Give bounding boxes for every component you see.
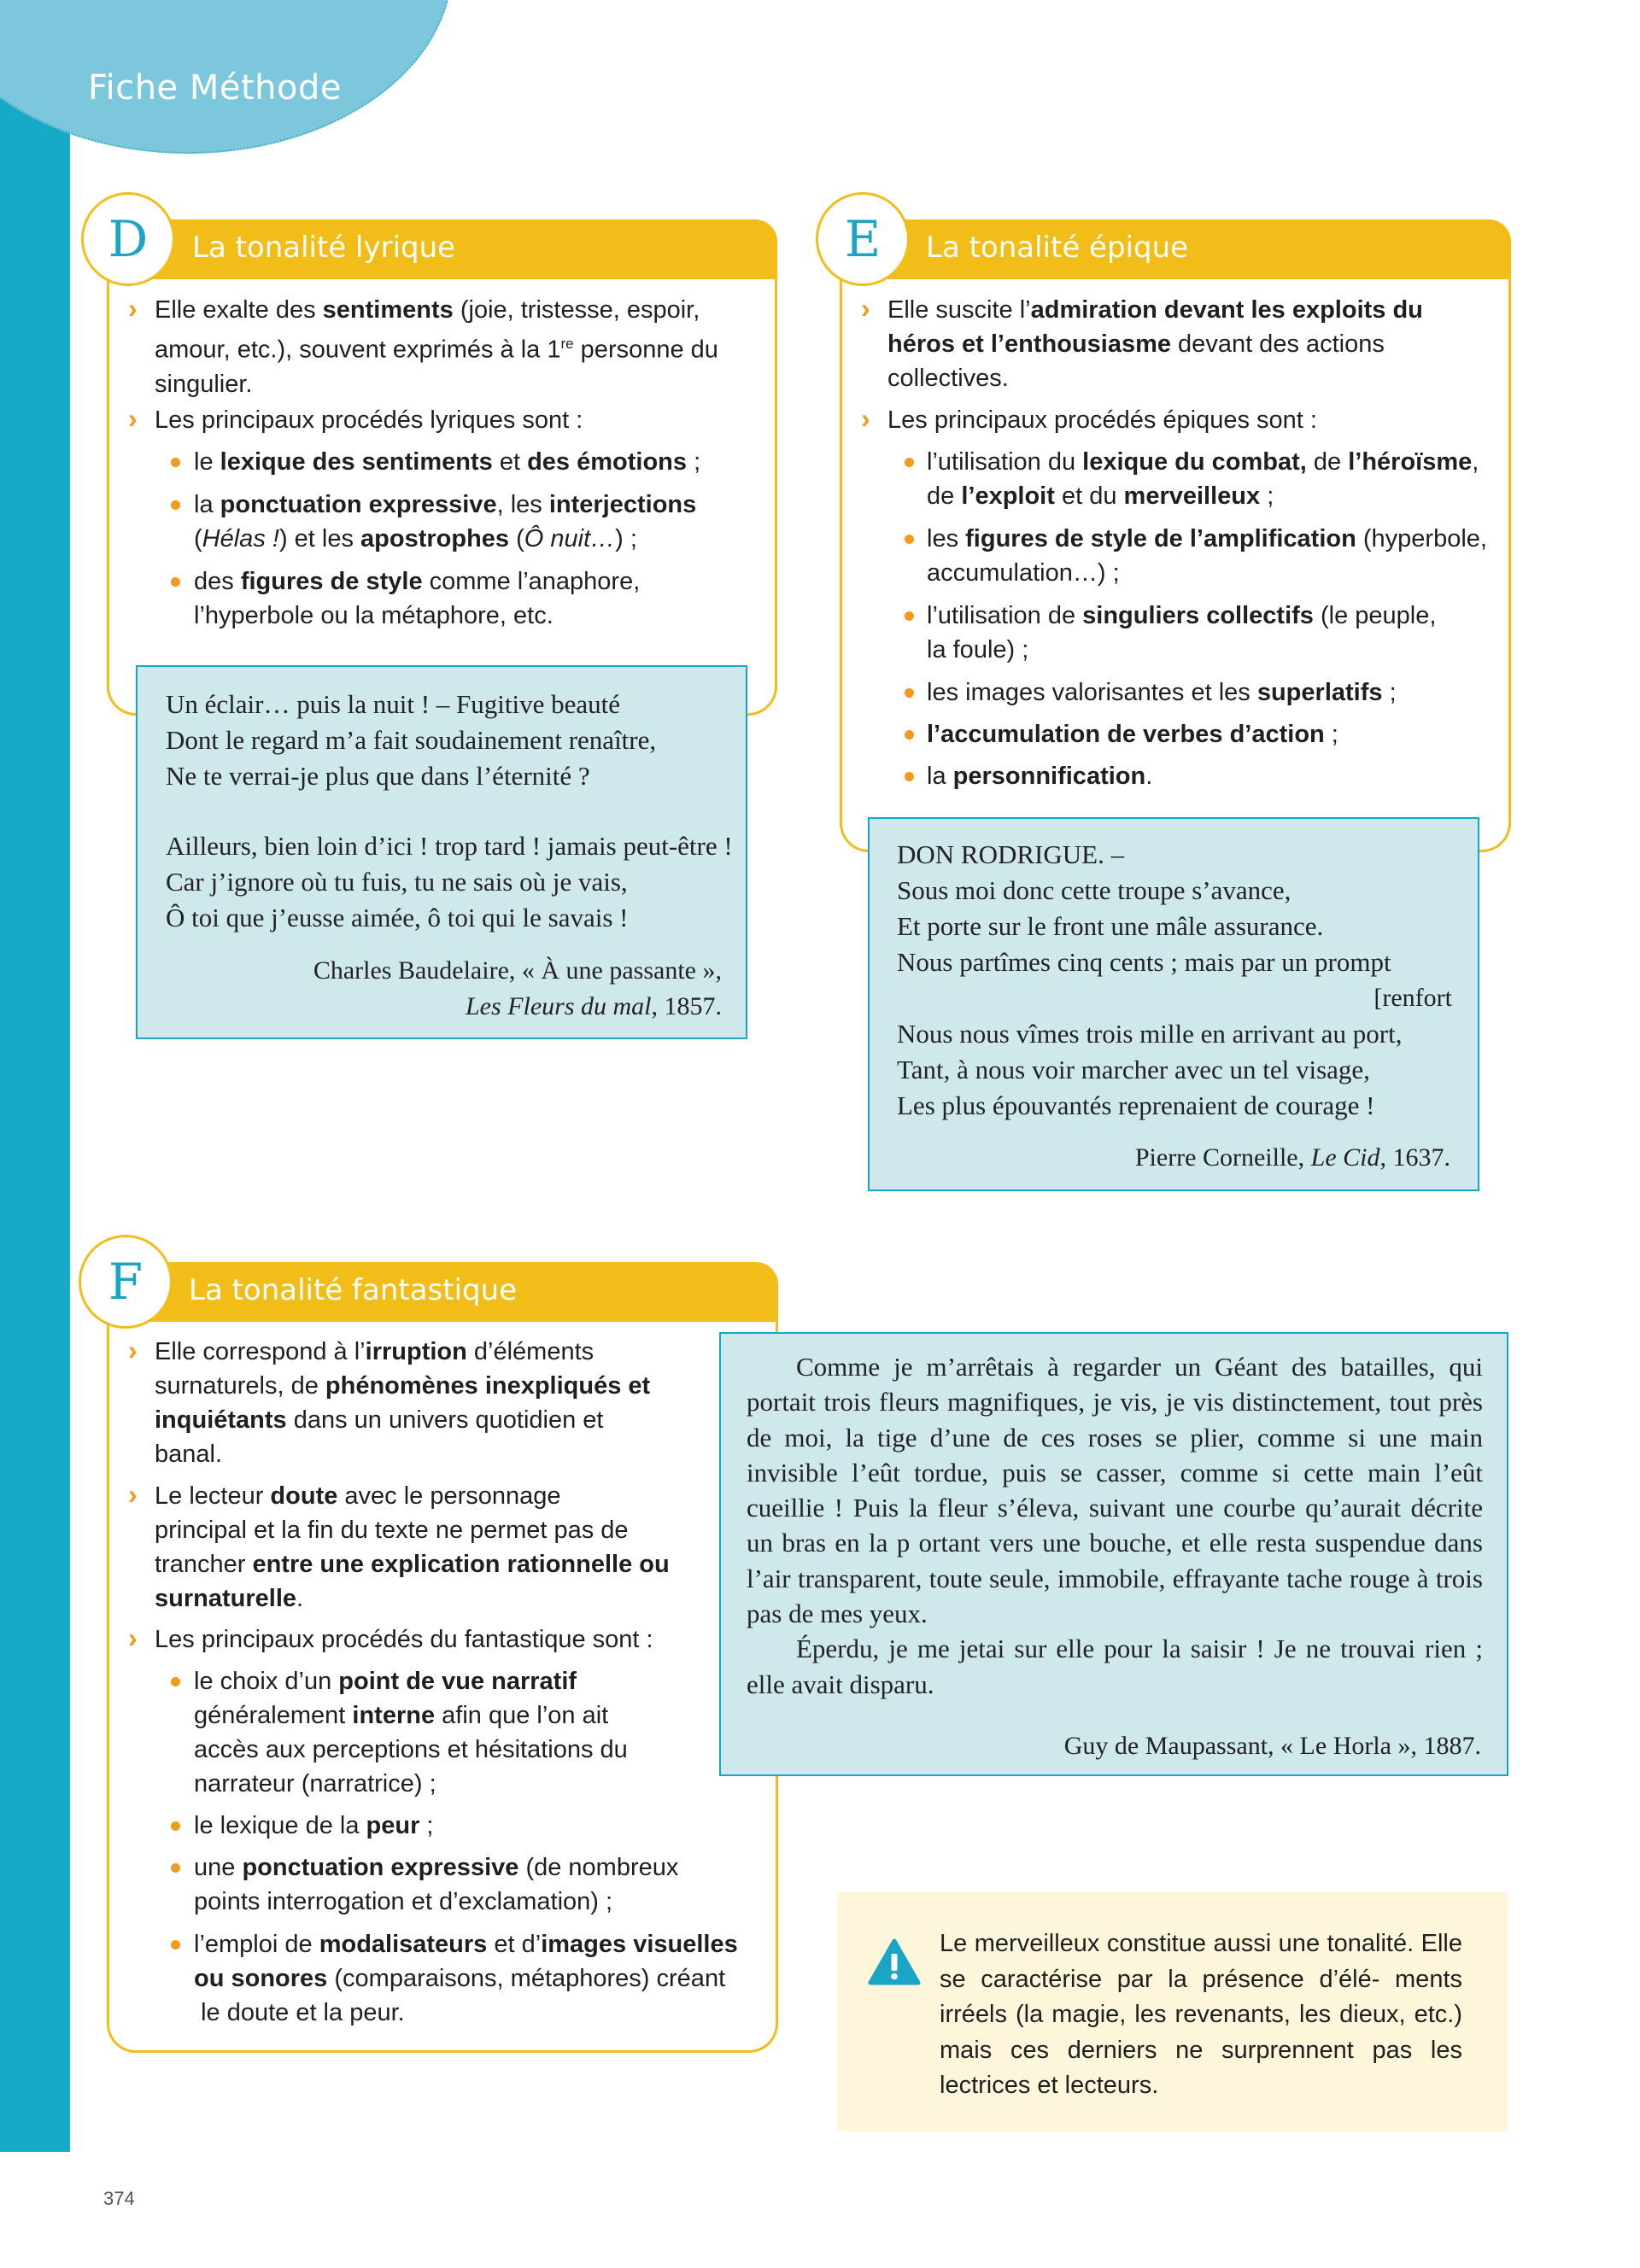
quote-attribution: Charles Baudelaire, « À une passante », (313, 956, 722, 985)
section-e-bullet-3: l’utilisation de singuliers collectifs (le peuple, la foule) ; (927, 602, 1437, 663)
prose-excerpt (747, 1349, 1483, 1702)
bullet-icon (171, 458, 180, 467)
section-f-title: La tonalité fantastique (189, 1273, 518, 1307)
verse-line: Et porte sur le front une mâle assurance. (897, 911, 1324, 941)
section-e-quote-box (868, 817, 1479, 1191)
section-e-bullet-4: les images valorisantes et les superlatifs ; (927, 679, 1397, 706)
section-d-badge: D (81, 192, 175, 286)
quote-attribution: Pierre Corneille, Le Cid, 1637. (1134, 1143, 1450, 1172)
section-e-paragraph-2: Les principaux procédés épiques sont : (887, 406, 1317, 434)
chevron-icon: › (128, 293, 138, 324)
quote-attribution: Guy de Maupassant, « Le Horla », 1887. (1063, 1732, 1481, 1760)
section-d-bullet-3: des figures de style comme l’anaphore, l’hyperbole ou la métaphore, etc. (194, 568, 641, 629)
poem-line: Dont le regard m’a fait soudainement renaître, (166, 725, 657, 755)
section-e-title: La tonalité épique (926, 231, 1189, 265)
section-f-bullet-4: l’emploi de modalisateurs et d’images visuelles ou sonores (comparaisons, métaphores) créant le doute et la peur. (194, 1931, 738, 2026)
bullet-icon (171, 500, 180, 510)
verse-line: Les plus épouvantés reprenaient de courage ! (897, 1090, 1375, 1120)
left-color-band (0, 0, 70, 2152)
quote-speaker: DON RODRIGUE. – (897, 839, 1125, 869)
bullet-icon (905, 730, 914, 739)
page-number: 374 (103, 2188, 135, 2209)
section-d-paragraph-1: Elle exalte des sentiments (joie, tristesse, espoir, amour, etc.), souvent exprimés à la 1re personne du singulier. (155, 296, 718, 398)
section-f-bullet-1: le choix d’un point de vue narratif généralement interne afin que l’on ait accès aux perceptions et hésitations du narrateur (narratrice) ; (194, 1668, 628, 1797)
section-f-bullet-2: le lexique de la peur ; (194, 1812, 434, 1839)
poem-line: Ô toi que j’eusse aimée, ô toi qui le savais ! (166, 903, 629, 932)
section-f-paragraph-2: Le lecteur doute avec le personnage principal et la fin du texte ne permet pas de trancher entre une explication rationnelle ou surnaturelle. (155, 1482, 670, 1612)
bullet-icon (171, 1677, 180, 1686)
poem-line: Ailleurs, bien loin d’ici ! trop tard ! jamais peut-être ! (166, 831, 733, 861)
verse-overflow: [renfort (1374, 984, 1452, 1012)
section-d-paragraph-2: Les principaux procédés lyriques sont : (155, 406, 583, 434)
section-d-bullet-1: le lexique des sentiments et des émotions ; (194, 448, 701, 476)
verse-line: Tant, à nous voir marcher avec un tel visage, (897, 1055, 1370, 1084)
verse-line: Sous moi donc cette troupe s’avance, (897, 875, 1292, 905)
bullet-icon (171, 1940, 180, 1949)
prose-paragraph-2: Éperdu, je me jetai sur elle pour la saisir ! Je ne trouvai rien ; elle avait disparu. (747, 1634, 1483, 1699)
bullet-icon (905, 772, 914, 781)
bullet-icon (905, 611, 914, 621)
section-d-quote-box (136, 665, 747, 1039)
section-f-paragraph-1: Elle correspond à l’irruption d’éléments surnaturels, de phénomènes inexpliqués et inquiétants dans un univers quotidien et banal. (155, 1338, 651, 1468)
bullet-icon (905, 535, 914, 544)
bullet-icon (171, 577, 180, 587)
section-f-paragraph-3: Les principaux procédés du fantastique sont : (155, 1626, 653, 1653)
chevron-icon: › (861, 293, 870, 324)
bullet-icon (171, 1863, 180, 1873)
poem-line: Un éclair… puis la nuit ! – Fugitive beauté (166, 689, 621, 719)
chevron-icon: › (128, 1479, 138, 1510)
note-text: Le merveilleux constitue aussi une tonalité. Elle se caractérise par la présence d’élé- ments irréels (la magie, les revenants, les dieux, etc.) mais ces derniers ne surprennent pas les lectrices et lecteurs. (940, 1930, 1462, 2099)
section-e-bullet-5: l’accumulation de verbes d’action ; (927, 721, 1338, 748)
note-box (837, 1892, 1508, 2131)
section-f-badge: F (79, 1235, 173, 1329)
bullet-icon (905, 458, 914, 467)
chevron-icon: › (861, 403, 870, 434)
section-d-title: La tonalité lyrique (192, 231, 456, 265)
bullet-icon (171, 1821, 180, 1831)
section-d-bullet-2: la ponctuation expressive, les interjections (Hélas !) et les apostrophes (Ô nuit…) ; (194, 491, 697, 552)
prose-paragraph-1: Comme je m’arrêtais à regarder un Géant des batailles, qui portait trois fleurs magnifiques, je vis, je vis distinctement, tout près de moi, la tige d’une de ces roses se plier, comme si une main invisible l’eût tordue, puis se casser, comme si cette main l’eût cueillie ! Puis la fleur s’éleva, suivant une courbe qu’aurait décrite un bras en la p ortant vers une bouche, et elle resta suspendue dans l’air transparent, toute seule, immobile, effrayante tache rouge à trois pas de mes yeux. (747, 1352, 1483, 1629)
verse-line: Nous partîmes cinq cents ; mais par un prompt (897, 947, 1391, 977)
section-e-paragraph-1: Elle suscite l’admiration devant les exploits du héros et l’enthousiasme devant des actions collectives. (887, 296, 1423, 392)
verse-line: Nous nous vîmes trois mille en arrivant au port, (897, 1019, 1403, 1049)
bullet-icon (905, 688, 914, 698)
chevron-icon: › (128, 1335, 138, 1365)
section-e-bullet-2: les figures de style de l’amplification (hyperbole, accumulation…) ; (927, 525, 1487, 587)
warning-icon (868, 1938, 921, 1986)
section-e-bullet-6: la personnification. (927, 763, 1153, 790)
quote-attribution-source: Les Fleurs du mal, 1857. (466, 992, 722, 1020)
section-f-bullet-3: une ponctuation expressive (de nombreux points interrogation et d’exclamation) ; (194, 1854, 679, 1915)
section-e-badge: E (816, 192, 910, 286)
poem-line: Car j’ignore où tu fuis, tu ne sais où je vais, (166, 867, 628, 897)
page-title: Fiche Méthode (88, 68, 343, 108)
chevron-icon: › (128, 1622, 138, 1653)
section-f-quote-box (719, 1332, 1508, 1776)
section-e-bullet-1: l’utilisation du lexique du combat, de l’héroïsme, de l’exploit et du merveilleux ; (927, 448, 1479, 510)
chevron-icon: › (128, 403, 138, 434)
poem-line: Ne te verrai-je plus que dans l’éternité ? (166, 761, 590, 791)
